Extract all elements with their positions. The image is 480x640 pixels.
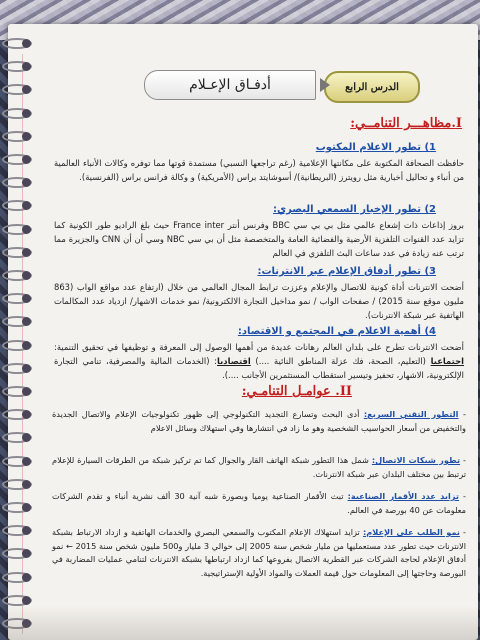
section-2-heading: II. عوامـل التنامـي: — [241, 384, 352, 399]
s2-item-4: - نمو الطلب على الإعلام: تزايد استهلاك الإعلام المكتوب والسمعي البصري والخدمات الهاتفية و ازداد الارتباط بشبكة الانترنات حيث تطور عدد مستعمليها من مليار شخص سنة 2005 إلى حوالي 3 مليار و500 مليون شخص سنة 2015 ← نمو أدفاق الإعلام لحاجة الشركات عبر القطرية الاتصال بفروعها كما ازداد ارتباطها بشبكة الانترنات لتنامي عمليات المضاربة في البورصة وحاجتها إلى المعلومات حول قيمة العملات والمواد الأولية الإستراتيجية. — [52, 527, 466, 578]
s2-item-3: - تزايد عدد الأقمار الصناعية: تبث الأقمار الصناعية يوميا وبصورة شبه آنية 30 ألف نشرية أنباء و تقدم الشركات معلومات عن 40 بورصة في العالم. — [52, 491, 467, 515]
s1-item-1-text: حافظت الصحافة المكتوبة على مكانتها الإعلامية (رغم تراجعها النسبي) مستمدة قوتها مما توفره وكالات الأنباء العالمية من أنباء و تحاليل أخبارية مثل رويترز (البريطانية)/ أسوشايتد براس (الأمريكية) و وكالة فرانس براس (الفرنسية). — [54, 158, 464, 183]
s1-item-1-heading: 1) تطور الاعلام المكتوب — [315, 142, 436, 153]
punch-hole — [22, 317, 31, 326]
punch-hole — [22, 109, 31, 118]
s1-item-4-text-b: (التعليم، الصحة، فك عزلة المناطق النائية ....) — [250, 356, 431, 367]
lesson-number-badge: الدرس الرابع — [324, 71, 420, 103]
s1-item-3-heading: 3) تطور أدفاق الإعلام عبر الانترنات: — [257, 266, 436, 277]
s1-item-2-text: بروز إذاعات ذات إشعاع عالمي مثل بي بي سي BBC وفرنس أنتر France inter حيث بلغ الراديو طور الكونية كما تزايد عدد القنوات التلفزية الأرضية والفضائية العامة والمتخصصة مثل أن بي سي NBC وسي أن أن CNN والجزيرة مما ترتب عنه زيادة في عدد ساعات البث التلفزي في العالم — [54, 220, 465, 259]
s1-item-4-heading: 4) أهمية الاعلام في المجتمع و الاقتصاد: — [237, 326, 436, 337]
section-1-heading: I.مظاهـــر التنامــي: — [350, 116, 462, 131]
lesson-title: أدفـاق الإعـلام — [144, 70, 316, 100]
s2-item-1: - التطور التقني السريع: أدى البحث وتسارع التجديد التكنولوجي إلى ظهور تكنولوجيات الإعلام والاتصال الجديدة والتخفيض من أسعار الحواسيب الشخصية وهو ما زاد في انتشارها وفي استهلاك وسائل الاعلام — [52, 409, 466, 433]
punch-hole — [22, 573, 31, 582]
s1-item-4-text — [54, 340, 464, 383]
punch-hole — [22, 225, 31, 234]
punch-hole — [22, 201, 31, 210]
economic-label: اقتصاديا — [216, 356, 251, 367]
s2-item-1-text: أدى البحث وتسارع التجديد التكنولوجي إلى ظهور تكنولوجيات الإعلام والاتصال الجديدة والتخفيض من أسعار الحواسيب الشخصية وهو ما زاد في انتشارها وفي استهلاك وسائل الاعلام — [52, 409, 466, 433]
punch-hole — [22, 457, 31, 466]
punch-hole — [22, 503, 31, 512]
s1-item-4-text-c: : (الخدمات المالية والمصرفية، تنامي التجارة الإلكترونية، الاشهار، تحفيز وتيسير استقطاب المستثمرين الأجانب ....). — [54, 356, 464, 381]
s2-item-2-text: شمل هذا التطور شبكة الهاتف القار والجوال كما تم تركيز شبكة من الطرقات السيارة للإعلام ترتبط بين مختلف البلدان عبر شبكة الانترنات. — [52, 455, 466, 479]
punch-hole — [22, 62, 31, 71]
punch-hole — [22, 271, 31, 280]
s1-item-4-text-a: أضحت الانترنات تطرح على بلدان العالم رهانات عديدة من أهمها الوصول إلى المعرفة و توظيفها في تحقيق التنمية: — [54, 342, 464, 352]
s2-item-3-lead: تزايد عدد الأقمار الصناعية: — [347, 491, 459, 501]
spiral-binding — [0, 24, 36, 640]
s2-item-1-lead: التطور التقني السريع: — [363, 409, 459, 419]
punch-hole — [22, 549, 31, 558]
s2-item-4-text: تزايد استهلاك الإعلام المكتوب والسمعي البصري والخدمات الهاتفية و ازداد الارتباط بشبكة الانترنات حيث تطور عدد مستعمليها من مليار شخص سنة 2005 إلى حوالي 3 مليار و500 مليون شخص سنة 2015 ← نمو أدفاق الإعلام لحاجة الشركات عبر القطرية الاتصال بفروعها كما ازداد ارتباطها بشبكة الانترنات لتنامي عمليات المضاربة في البورصة وحاجتها إلى المعلومات حول قيمة العملات والمواد الأولية الإستراتيجية. — [52, 527, 466, 578]
punch-hole — [22, 39, 31, 48]
punch-hole — [22, 248, 31, 257]
s2-item-3-text: تبث الأقمار الصناعية يوميا وبصورة شبه آنية 30 ألف نشرية أنباء و تقدم الشركات معلومات عن 40 بورصة في العالم. — [52, 491, 466, 515]
social-label: اجتماعيا — [430, 356, 464, 367]
lesson-header — [114, 68, 414, 98]
punch-hole — [22, 410, 31, 419]
punch-hole — [22, 294, 31, 303]
punch-hole — [22, 341, 31, 350]
punch-hole — [22, 526, 31, 535]
s2-item-4-lead: نمو الطلب على الإعلام: — [362, 527, 460, 537]
punch-hole — [22, 85, 31, 94]
punch-hole — [22, 480, 31, 489]
s1-item-3-text: أضحت الانترنات أداة كونية للاتصال والإعلام وعززت ترابط المجال العالمي من خلال (ارتفاع عدد مواقع الواب (863 مليون موقع سنة 2015) / صفحات الواب / نمو مداخيل التجارة الالكترونية/ نمو خدمات الاشهار/ ازدياد عدد المكالمات الهاتفية عبر شبكة الانترنات). — [54, 282, 464, 321]
punch-hole — [22, 433, 31, 442]
s2-item-2: - تطور شبكات الاتصال: شمل هذا التطور شبكة الهاتف القار والجوال كما تم تركيز شبكة من الطرقات السيارة للإعلام ترتبط بين مختلف البلدان عبر شبكة الانترنات. — [52, 455, 466, 479]
punch-hole — [22, 178, 31, 187]
punch-hole — [22, 387, 31, 396]
punch-hole — [22, 155, 31, 164]
punch-hole — [22, 364, 31, 373]
page-shadow — [8, 606, 478, 640]
arrow-icon — [320, 78, 330, 92]
page-content — [44, 24, 472, 636]
s1-item-2-heading: 2) تطور الإخبار السمعي البصري: — [273, 204, 436, 215]
s2-item-2-lead: تطور شبكات الاتصال: — [371, 455, 461, 465]
punch-hole — [22, 596, 31, 605]
punch-hole — [22, 132, 31, 141]
